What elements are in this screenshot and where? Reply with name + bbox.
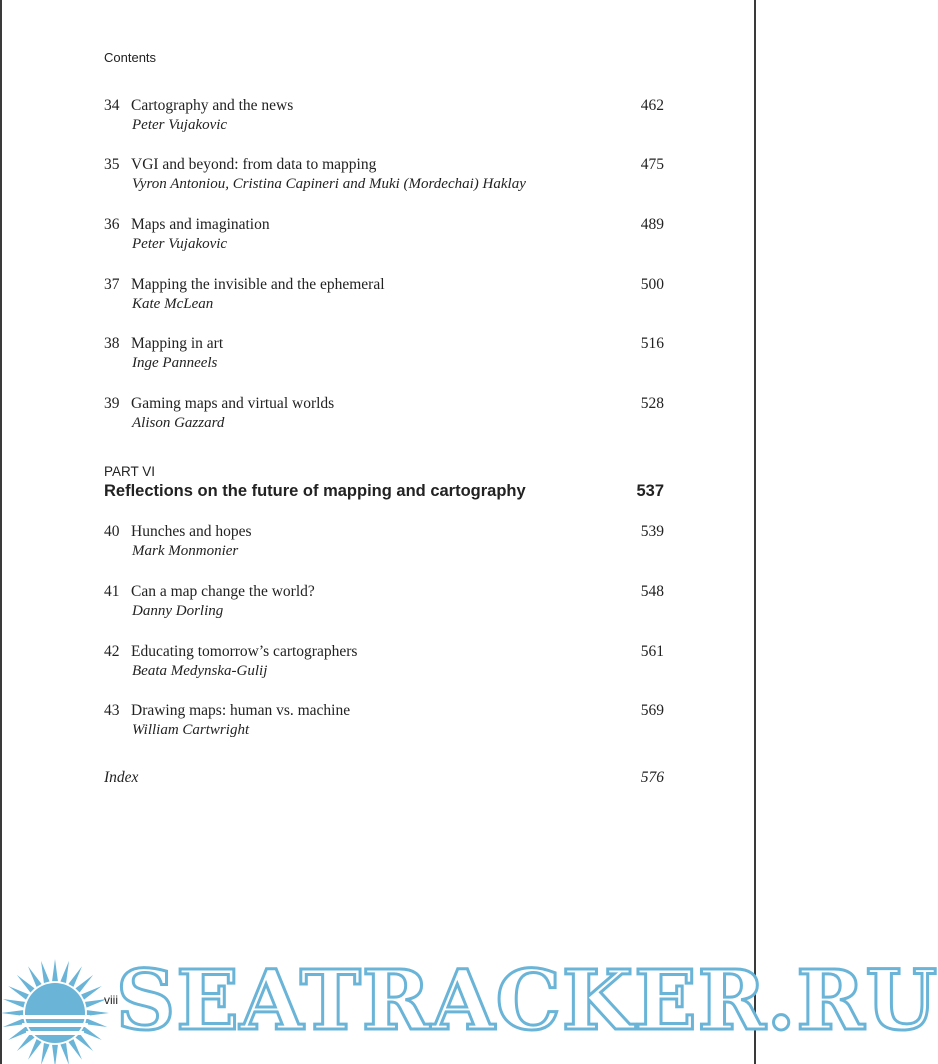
chapter-title: Cartography and the news <box>131 97 294 114</box>
chapter-author: William Cartwright <box>132 722 250 738</box>
toc-entry[interactable] <box>104 643 664 685</box>
chapter-title: Mapping in art <box>131 335 224 352</box>
chapter-page: 548 <box>640 583 664 600</box>
chapter-number: 36 <box>104 216 120 233</box>
chapter-page: 475 <box>640 156 664 173</box>
chapter-author: Danny Dorling <box>132 603 224 619</box>
part-label: PART VI <box>104 464 156 479</box>
chapter-title: VGI and beyond: from data to mapping <box>131 156 377 173</box>
chapter-number: 38 <box>104 335 120 352</box>
chapter-page: 489 <box>640 216 664 233</box>
index-label: Index <box>104 769 139 786</box>
part-page: 537 <box>636 482 664 500</box>
chapter-number: 42 <box>104 643 120 660</box>
part-title[interactable]: Reflections on the future of mapping and cartography <box>104 482 526 500</box>
chapter-title: Maps and imagination <box>131 216 270 233</box>
chapter-number: 39 <box>104 395 120 412</box>
toc-entry[interactable] <box>104 702 664 744</box>
chapter-page: 539 <box>640 523 664 540</box>
page-number: viii <box>104 993 118 1007</box>
chapter-page: 528 <box>640 395 664 412</box>
chapter-page: 569 <box>640 702 664 719</box>
chapter-page: 462 <box>640 97 664 114</box>
chapter-author: Peter Vujakovic <box>132 117 228 133</box>
page-edge-right <box>754 0 756 1064</box>
chapter-title: Mapping the invisible and the ephemeral <box>131 276 385 293</box>
chapter-author: Beata Medynska-Gulij <box>132 663 268 679</box>
toc-entry[interactable] <box>104 216 664 258</box>
sun-logo-icon <box>0 955 118 1064</box>
toc-entry[interactable] <box>104 395 664 437</box>
chapter-page: 516 <box>640 335 664 352</box>
chapter-number: 35 <box>104 156 120 173</box>
chapter-author: Peter Vujakovic <box>132 236 228 252</box>
chapter-page: 561 <box>640 643 664 660</box>
chapter-title: Can a map change the world? <box>131 583 315 600</box>
chapter-author: Vyron Antoniou, Cristina Capineri and Muki (Mordechai) Haklay <box>132 176 526 192</box>
chapter-number: 34 <box>104 97 120 114</box>
chapter-number: 37 <box>104 276 120 293</box>
index-page: 576 <box>640 769 664 786</box>
chapter-title: Educating tomorrow’s cartographers <box>131 643 358 660</box>
toc-entry[interactable] <box>104 276 664 318</box>
chapter-title: Gaming maps and virtual worlds <box>131 395 335 412</box>
chapter-author: Alison Gazzard <box>132 415 225 431</box>
page-edge-left <box>0 0 2 1064</box>
index-entry[interactable] <box>104 769 664 791</box>
watermark-text: SEATRACKER.RU <box>116 953 938 1049</box>
chapter-page: 500 <box>640 276 664 293</box>
toc-entry[interactable] <box>104 156 664 198</box>
toc-entry[interactable] <box>104 97 664 139</box>
chapter-number: 43 <box>104 702 120 719</box>
toc-entry[interactable] <box>104 523 664 565</box>
chapter-number: 40 <box>104 523 120 540</box>
chapter-author: Mark Monmonier <box>132 543 239 559</box>
running-head: Contents <box>104 50 157 65</box>
toc-entry[interactable] <box>104 583 664 625</box>
chapter-author: Kate McLean <box>132 296 214 312</box>
chapter-number: 41 <box>104 583 120 600</box>
chapter-title: Hunches and hopes <box>131 523 252 540</box>
toc-entry[interactable] <box>104 335 664 377</box>
chapter-author: Inge Panneels <box>132 355 218 371</box>
chapter-title: Drawing maps: human vs. machine <box>131 702 351 719</box>
